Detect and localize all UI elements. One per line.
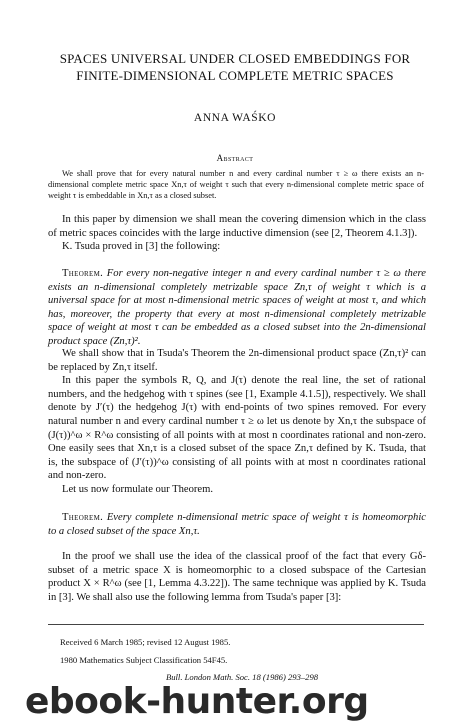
title-line-2: FINITE-DIMENSIONAL COMPLETE METRIC SPACES: [76, 68, 394, 83]
discussion-paragraph-1: We shall show that in Tsuda's Theorem the 2n-dimensional product space (Zn,τ)² can be replaced by Zn,τ itself.: [48, 348, 426, 373]
discussion-paragraph-2: In this paper the symbols R, Q, and J(τ) denote the real line, the set of rational numbers, and the hedgehog with τ spines (see [1, Example 4.1.5]), respectively. We shall denote by J′(τ) the hedgehog J(τ) with end-points of two spines removed. For every natural number n and every cardinal number τ ≥ ω let us denote by Xn,τ the subspace of (J(τ))^ω × R^ω consisting of all points with at most n coordinates rational and non-zero. One easily sees that Xn,τ is a closed subset of the space Zn,τ defined by K. Tsuda, that is, the subspace of (J′(τ))^ω consisting of all points with at most n coordinates rational and non-zero.: [48, 375, 426, 482]
discussion-paragraph-3: Let us now formulate our Theorem.: [62, 483, 214, 495]
footnote-divider: [48, 624, 424, 625]
watermark: ebook-hunter.org: [25, 681, 369, 722]
journal-citation: Bull. London Math. Soc. 18 (1986) 293–298: [166, 672, 319, 682]
title-line-1: SPACES UNIVERSAL UNDER CLOSED EMBEDDINGS FOR: [59, 51, 411, 66]
main-discussion: [48, 347, 426, 497]
main-theorem: [48, 511, 426, 538]
proof-paragraph: In the proof we shall use the idea of the classical proof of the fact that every Gδ-subset of a metric space X is homeomorphic to a closed subspace of the Cartesian product X × R^ω (see [1, Lemma 4.3.22]). The same technique was applied by K. Tsuda in [3]. We shall also use the following lemma from Tsuda's paper [3]:: [48, 551, 426, 603]
proof-intro: [48, 550, 426, 604]
paper-title: [30, 50, 440, 84]
abstract-heading: Abstract: [216, 153, 254, 163]
intro-paragraph: In this paper by dimension we shall mean the covering dimension which in the class of metric spaces coincides with the large inductive dimension (see [2, Theorem 4.1.3]).: [48, 214, 426, 239]
tsuda-theorem: [48, 267, 426, 349]
received-date: Received 6 March 1985; revised 12 August 1985.: [60, 637, 231, 647]
intro-paragraph-2: K. Tsuda proved in [3] the following:: [62, 241, 221, 253]
main-theorem-label: Theorem.: [62, 512, 104, 523]
author-name: ANNA WAŚKO: [193, 112, 277, 124]
intro-section: [48, 213, 426, 254]
theorem-statement: For every non-negative integer n and every cardinal number τ ≥ ω there exists an n-dimensional completely metrizable space Zn,τ of weight τ which is a universal space for at most n-dimensional metric spaces of weight at most τ, and which has, moreover, the property that every at most n-dimensional completely metrizable space of weight at most τ can be embedded as a closed subset into the 2n-dimensional product space (Zn,τ)².: [48, 268, 426, 347]
subject-classification: 1980 Mathematics Subject Classification 54F45.: [60, 655, 228, 665]
abstract-text: We shall prove that for every natural number n and every cardinal number τ ≥ ω there exists an n-dimensional complete metric space Xn,τ of weight τ such that every n-dimensional complete metric space of weight τ is embeddable in Xn,τ as a closed subset.: [48, 169, 424, 200]
main-theorem-statement: Every complete n-dimensional metric space of weight τ is homeomorphic to a closed subset of the space Xn,τ.: [48, 512, 426, 537]
theorem-label: Theorem.: [62, 268, 104, 279]
